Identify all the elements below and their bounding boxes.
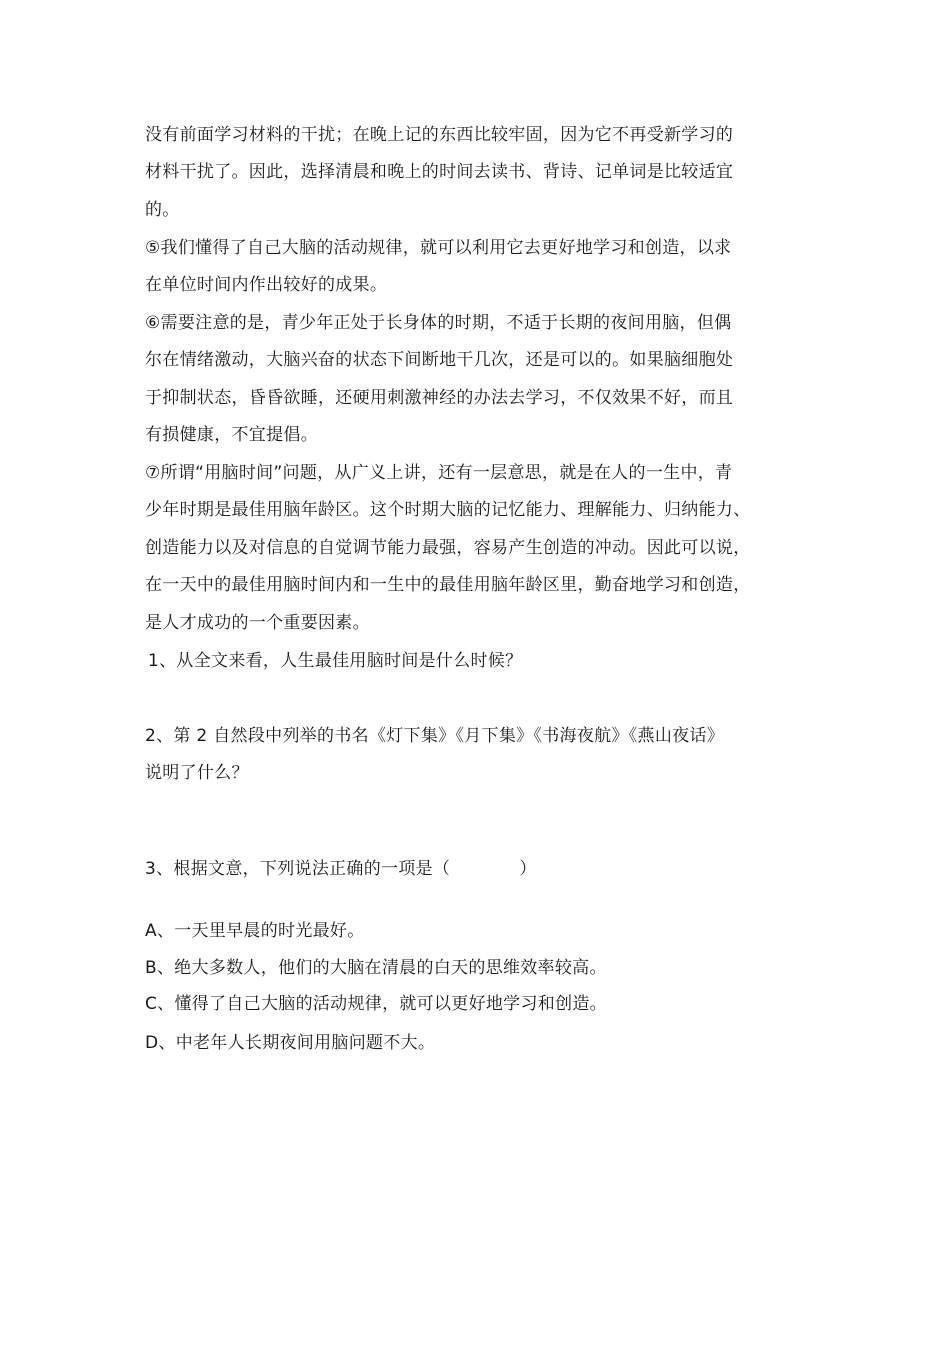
paragraph-7-line: 少年时期是最佳用脑年龄区。这个时期大脑的记忆能力、理解能力、归纳能力、 xyxy=(145,500,751,520)
question-2-continued: 说明了什么？ xyxy=(145,763,249,783)
paragraph-5-line: ⑤我们懂得了自己大脑的活动规律，就可以利用它去更好地学习和创造，以求 xyxy=(145,238,732,258)
question-2: 2、第 2 自然段中列举的书名《灯下集》《月下集》《书海夜航》《燕山夜话》 xyxy=(145,726,725,746)
question-1: 1、从全文来看，人生最佳用脑时间是什么时候？ xyxy=(148,651,523,671)
passage-line: 没有前面学习材料的干扰；在晚上记的东西比较牢固，因为它不再受新学习的 xyxy=(145,125,734,145)
paragraph-7-line: 创造能力以及对信息的自觉调节能力最强，容易产生创造的冲动。因此可以说， xyxy=(145,538,751,558)
paragraph-7-line: ⑦所谓“用脑时间”问题，从广义上讲，还有一层意思，就是在人的一生中，青 xyxy=(145,463,733,483)
option-a: A、一天里早晨的时光最好。 xyxy=(145,921,365,941)
paragraph-6-line: 有损健康，不宜提倡。 xyxy=(145,425,318,445)
paragraph-7-line: 是人才成功的一个重要因素。 xyxy=(145,613,370,633)
passage-line: 材料干扰了。因此，选择清晨和晚上的时间去读书、背诗、记单词是比较适宜 xyxy=(145,162,734,182)
paragraph-6-line: ⑥需要注意的是，青少年正处于长身体的时期，不适于长期的夜间用脑，但偶 xyxy=(145,313,732,333)
question-3: 3、根据文意，下列说法正确的一项是（ ） xyxy=(145,859,537,879)
paragraph-6-line: 尔在情绪激动，大脑兴奋的状态下间断地干几次，还是可以的。如果脑细胞处 xyxy=(145,350,734,370)
option-b: B、绝大多数人，他们的大脑在清晨的白天的思维效率较高。 xyxy=(145,958,607,978)
option-c: C、懂得了自己大脑的活动规律，就可以更好地学习和创造。 xyxy=(145,994,607,1014)
paragraph-5-line: 在单位时间内作出较好的成果。 xyxy=(145,275,388,295)
paragraph-6-line: 于抑制状态，昏昏欲睡，还硬用刺激神经的办法去学习，不仅效果不好，而且 xyxy=(145,388,734,408)
passage-line: 的。 xyxy=(145,200,180,220)
paragraph-7-line: 在一天中的最佳用脑时间内和一生中的最佳用脑年龄区里，勤奋地学习和创造， xyxy=(145,575,751,595)
option-d: D、中老年人长期夜间用脑问题不大。 xyxy=(145,1033,436,1053)
